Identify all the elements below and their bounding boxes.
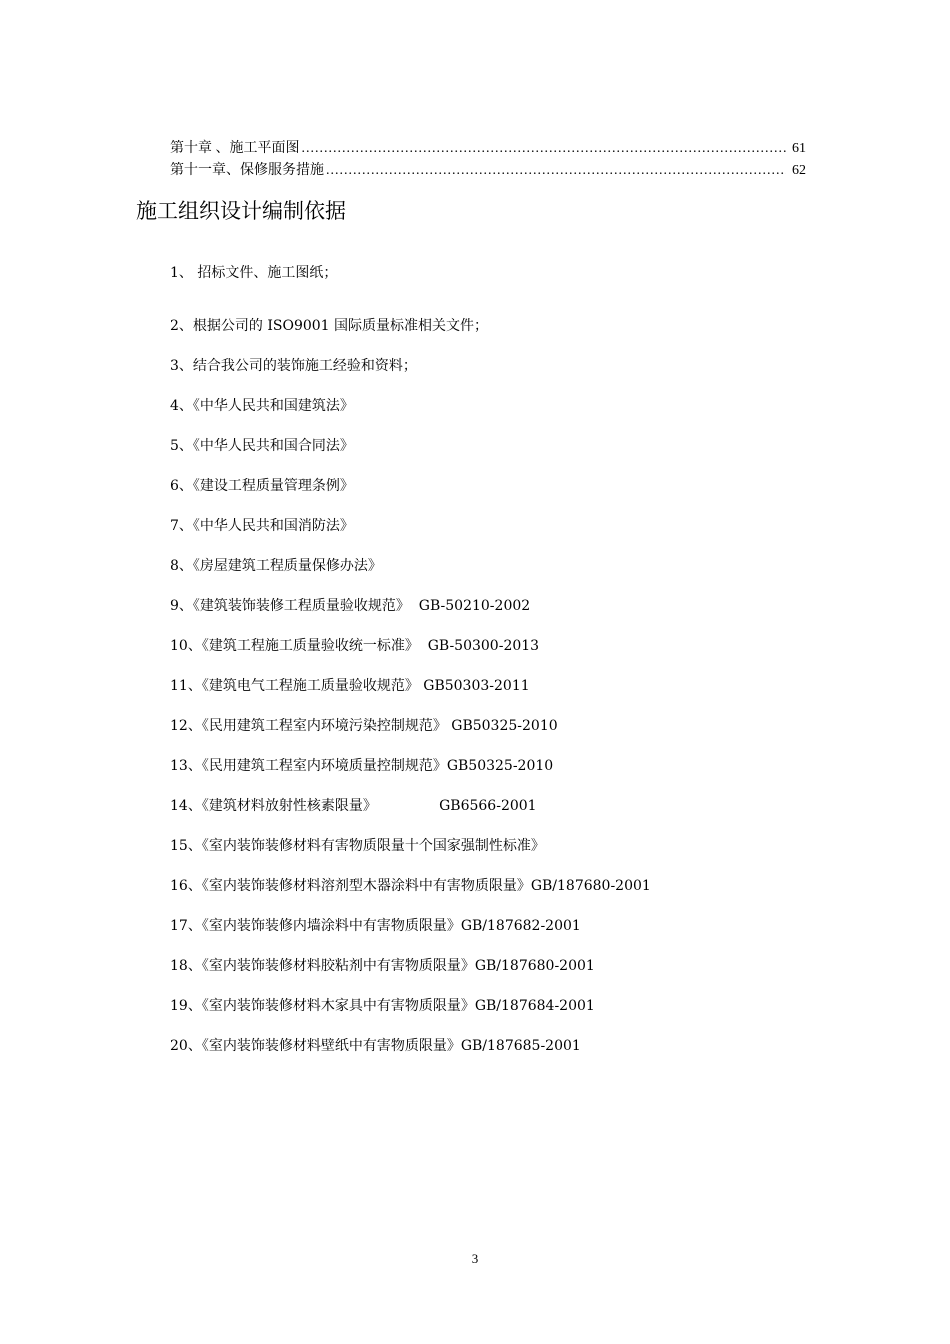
toc-entry-title: 第十章 、施工平面图	[170, 141, 300, 156]
toc-entry-title: 第十一章、保修服务措施	[170, 163, 324, 178]
list-item: 6、《建设工程质量管理条例》	[170, 478, 354, 494]
list-item: 11、《建筑电气工程施工质量验收规范》 GB50303-2011	[170, 678, 530, 694]
page-number: 3	[471, 1251, 479, 1266]
list-item: 4、《中华人民共和国建筑法》	[170, 398, 354, 414]
list-item: 5、《中华人民共和国合同法》	[170, 438, 354, 454]
toc-leader-dots	[302, 138, 787, 160]
section-heading: 施工组织设计编制依据	[136, 199, 346, 223]
list-item: 7、《中华人民共和国消防法》	[170, 518, 354, 534]
toc-entry[interactable]	[170, 160, 806, 182]
list-item: 9、《建筑装饰装修工程质量验收规范》 GB-50210-2002	[170, 598, 531, 614]
list-item: 13、《民用建筑工程室内环境质量控制规范》GB50325-2010	[170, 758, 554, 774]
toc-entry-page: 61	[792, 141, 806, 156]
toc-entry-page: 62	[792, 163, 806, 178]
list-item: 12、《民用建筑工程室内环境污染控制规范》 GB50325-2010	[170, 718, 558, 734]
list-item: 2、根据公司的 ISO9001 国际质量标准相关文件；	[170, 318, 489, 334]
toc-entry[interactable]	[170, 138, 806, 160]
list-item: 3、结合我公司的装饰施工经验和资料；	[170, 358, 417, 374]
list-item: 16、《室内装饰装修材料溶剂型木器涂料中有害物质限量》GB/187680-2001	[170, 878, 651, 894]
list-item: 8、《房屋建筑工程质量保修办法》	[170, 558, 382, 574]
list-item: 15、《室内装饰装修材料有害物质限量十个国家强制性标准》	[170, 838, 545, 854]
list-item: 17、《室内装饰装修内墙涂料中有害物质限量》GB/187682-2001	[170, 918, 581, 934]
list-item: 10、《建筑工程施工质量验收统一标准》 GB-50300-2013	[170, 638, 540, 654]
table-of-contents	[170, 138, 806, 182]
list-item: 20、《室内装饰装修材料壁纸中有害物质限量》GB/187685-2001	[170, 1038, 581, 1054]
list-item: 14、《建筑材料放射性核素限量》 GB6566-2001	[170, 798, 537, 814]
list-item: 1、 招标文件、施工图纸；	[170, 265, 338, 281]
toc-leader-dots	[326, 160, 786, 182]
list-item: 19、《室内装饰装修材料木家具中有害物质限量》GB/187684-2001	[170, 998, 595, 1014]
list-item: 18、《室内装饰装修材料胶粘剂中有害物质限量》GB/187680-2001	[170, 958, 595, 974]
